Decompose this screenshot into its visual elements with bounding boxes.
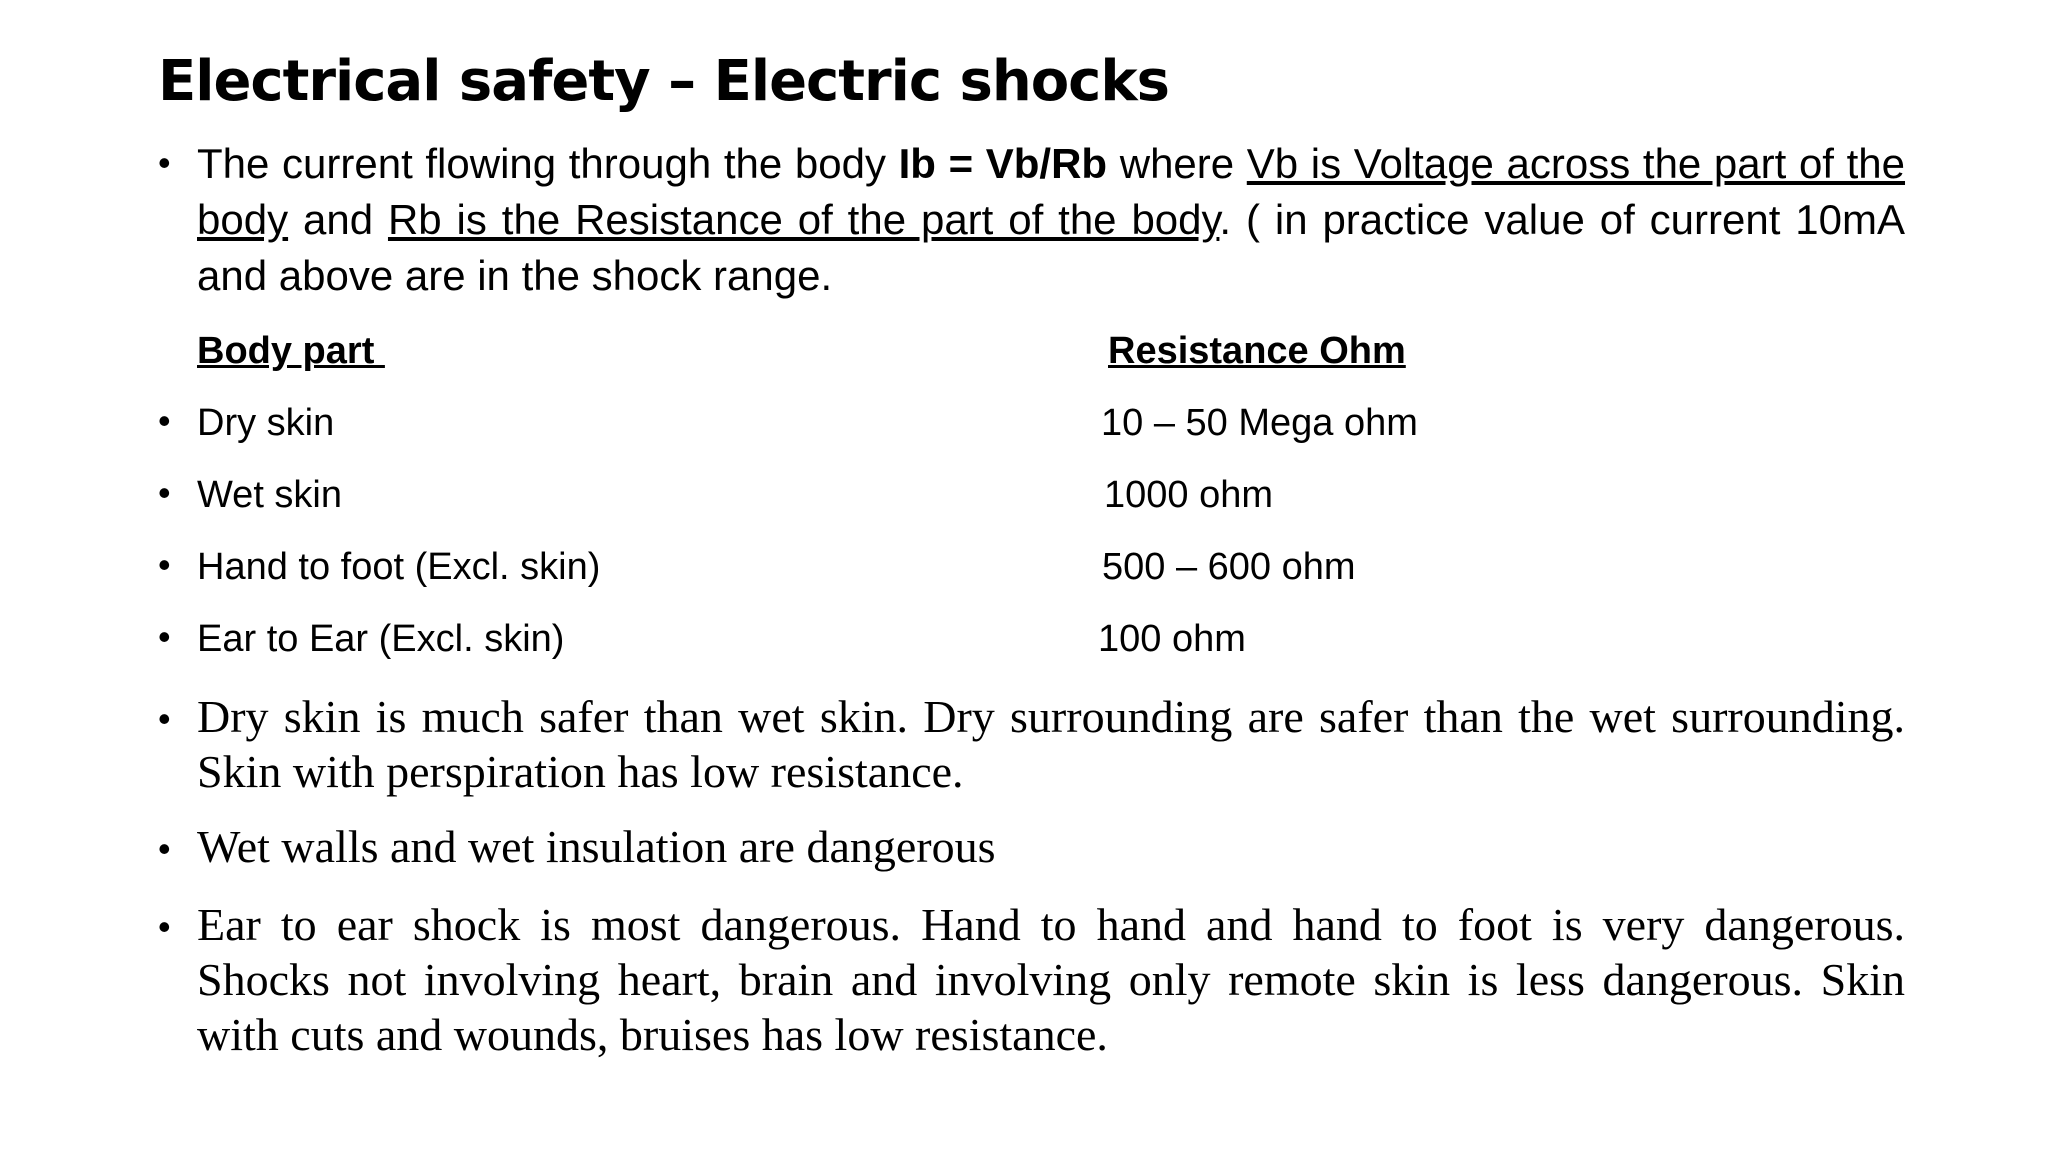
row-resistance-wet-skin: 1000 ohm — [1104, 474, 1274, 516]
bullet-marker: • — [158, 544, 171, 585]
row-part-hand-to-foot: Hand to foot (Excl. skin) — [197, 546, 601, 588]
bullet-marker: • — [158, 828, 171, 869]
row-resistance-dry-skin: 10 – 50 Mega ohm — [1101, 402, 1418, 444]
bullet-marker: • — [158, 698, 171, 739]
table-header-body-part: Body part — [197, 330, 385, 372]
bullet-dry-skin-safety: Dry skin is much safer than wet skin. Dry surrounding are safer than the wet surrounding. Skin with perspiration has low resistance. — [197, 691, 1905, 797]
bullet-marker: • — [158, 616, 171, 657]
row-resistance-ear-to-ear: 100 ohm — [1098, 618, 1246, 660]
row-part-wet-skin: Wet skin — [197, 474, 343, 516]
row-part-ear-to-ear: Ear to Ear (Excl. skin) — [197, 618, 565, 660]
bullet-marker: • — [158, 400, 171, 441]
rb-definition: Rb is the Resistance of the part of the body — [387, 196, 1220, 243]
vb-definition: Vb is Voltage across the part of the body — [197, 140, 1906, 243]
bullet-marker: • — [158, 906, 171, 947]
row-resistance-hand-to-foot: 500 – 600 ohm — [1102, 546, 1356, 588]
intro-text: The current flowing through the body — [197, 140, 899, 187]
bullet-marker: • — [158, 472, 171, 513]
intro-paragraph — [197, 136, 1905, 304]
intro-text: . ( in practice value of current 10mA and above are in the shock range. — [197, 196, 1905, 299]
bullet-marker: • — [158, 142, 171, 183]
row-part-dry-skin: Dry skin — [197, 402, 335, 444]
slide-title: Electrical safety – Electric shocks — [158, 49, 1169, 114]
bullet-ear-to-ear-danger: Ear to ear shock is most dangerous. Hand to hand and hand to foot is very dangerous. Shocks not involving heart, brain and involving only remote skin is less dangerous. Skin with cuts and wounds, bruises has low resistance. — [197, 899, 1905, 1060]
formula: Ib = Vb/Rb — [898, 140, 1108, 187]
bullet-wet-walls: Wet walls and wet insulation are dangerous — [197, 821, 996, 872]
intro-text: and — [288, 196, 388, 243]
intro-text: where — [1107, 140, 1247, 187]
table-header-resistance: Resistance Ohm — [1108, 330, 1406, 372]
